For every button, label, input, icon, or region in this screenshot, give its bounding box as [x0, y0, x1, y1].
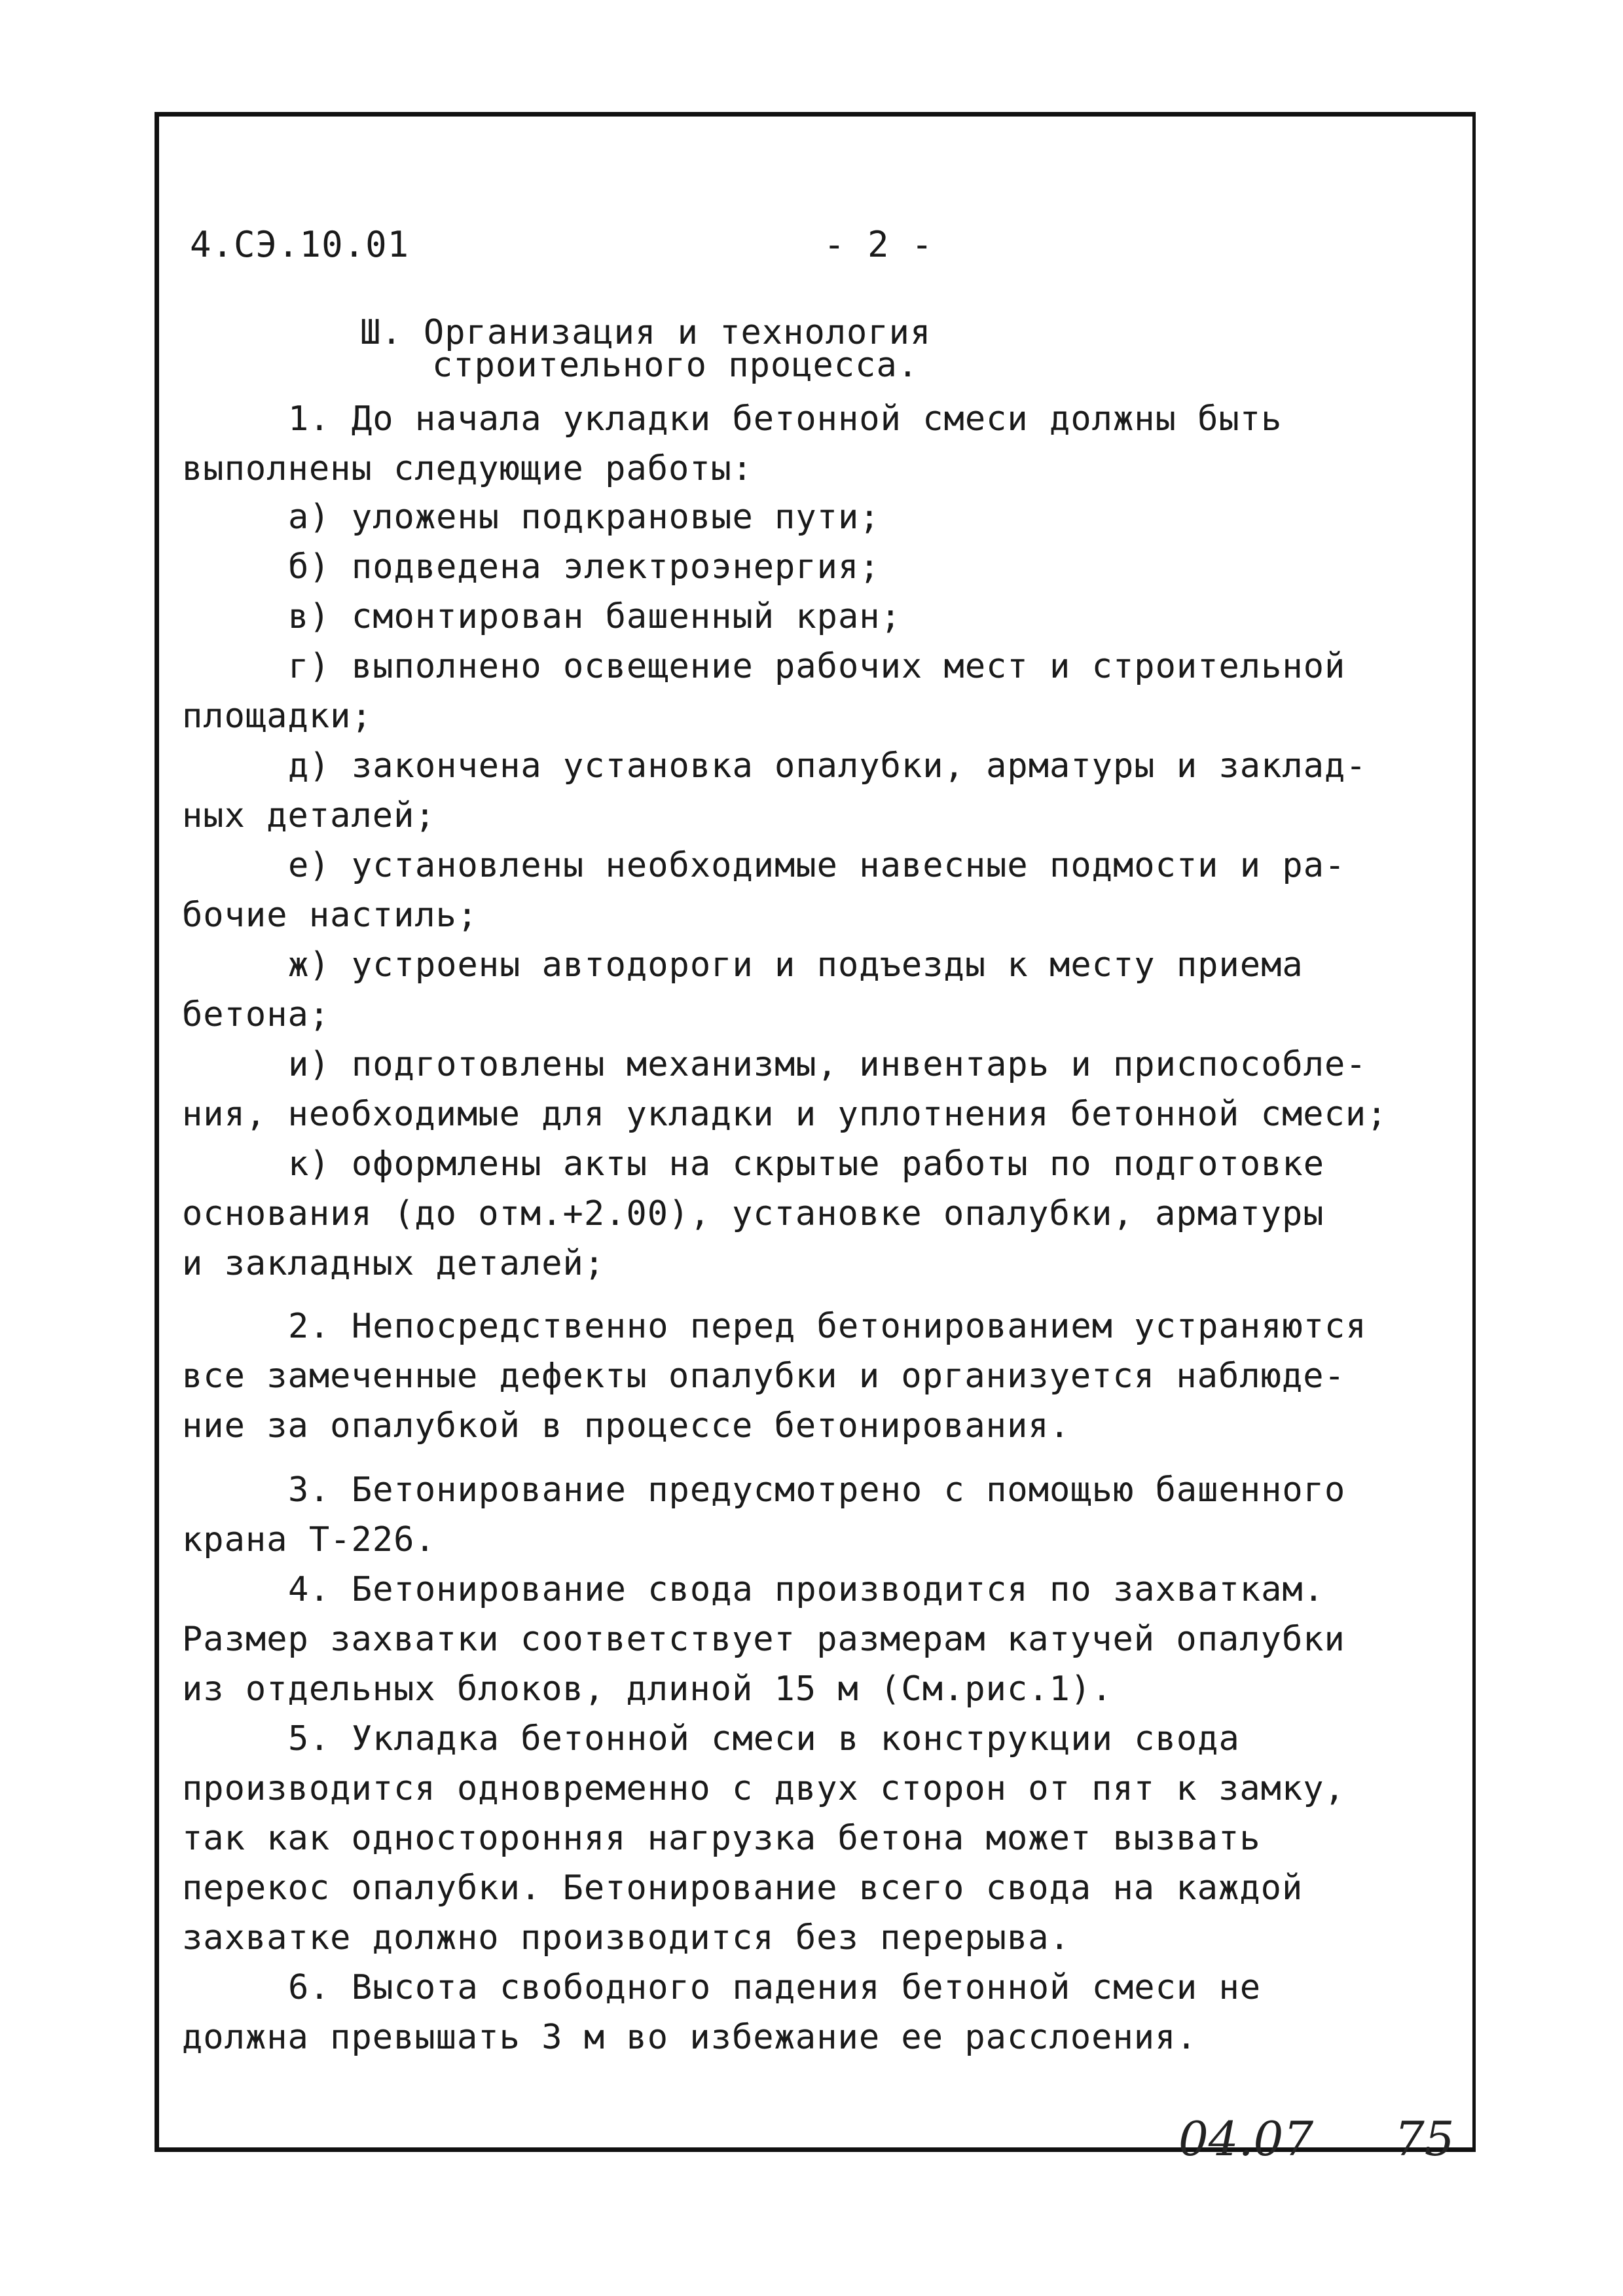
text-line: ние за опалубкой в процессе бетонирования.: [182, 1406, 1070, 1446]
text-line: 2. Непосредственно перед бетонированием устраняются: [288, 1307, 1367, 1346]
text-line: а) уложены подкрановые пути;: [288, 498, 881, 537]
text-line: ж) устроены автодороги и подъезды к месту приема: [288, 945, 1304, 985]
text-line: ния, необходимые для укладки и уплотнения бетонной смеси;: [182, 1095, 1388, 1134]
text-line: 1. До начала укладки бетонной смеси должны быть: [288, 399, 1283, 439]
text-line: Размер захватки соответствует размерам катучей опалубки: [182, 1620, 1345, 1659]
text-line: площадки;: [182, 697, 373, 736]
text-line: е) установлены необходимые навесные подмости и ра-: [288, 846, 1346, 885]
text-line: основания (до отм.+2.00), установке опалубки, арматуры: [182, 1194, 1324, 1233]
text-line: перекос опалубки. Бетонирование всего свода на каждой: [182, 1868, 1304, 1908]
text-line: и закладных деталей;: [182, 1244, 606, 1283]
text-line: бетона;: [182, 995, 331, 1034]
text-line: б) подведена электроэнергия;: [288, 547, 881, 587]
footer-handwritten-sheet: 75: [1395, 2111, 1455, 2166]
text-line: должна превышать 3 м во избежание ее расслоения.: [182, 2018, 1197, 2057]
text-line: из отдельных блоков, длиной 15 м (См.рис.1).: [182, 1669, 1113, 1709]
footer-handwritten-code: 04.07: [1178, 2111, 1314, 2166]
text-line: 5. Укладка бетонной смеси в конструкции свода: [288, 1719, 1240, 1758]
text-line: к) оформлены акты на скрытые работы по подготовке: [288, 1144, 1325, 1184]
text-line: г) выполнено освещение рабочих мест и строительной: [288, 647, 1346, 686]
text-line: захватке должно производится без перерыва.: [182, 1918, 1070, 1958]
text-line: 4. Бетонирование свода производится по захваткам.: [288, 1570, 1325, 1609]
page-number: - 2 -: [824, 224, 934, 265]
text-line: ных деталей;: [182, 796, 436, 835]
text-line: выполнены следующие работы:: [182, 449, 754, 488]
document-code: 4.СЭ.10.01: [190, 224, 410, 265]
text-line: производится одновременно с двух сторон от пят к замку,: [182, 1769, 1345, 1808]
section-title-line-1: Ш. Организация и технология: [360, 313, 932, 352]
text-line: и) подготовлены механизмы, инвентарь и приспособле-: [288, 1045, 1367, 1084]
text-line: 3. Бетонирование предусмотрено с помощью башенного: [288, 1470, 1346, 1510]
text-line: бочие настиль;: [182, 896, 479, 935]
text-line: д) закончена установка опалубки, арматуры и заклад-: [288, 746, 1367, 786]
text-line: крана Т-226.: [182, 1520, 436, 1559]
text-line: все замеченные дефекты опалубки и организуется наблюде-: [182, 1357, 1345, 1396]
section-title-line-2: строительного процесса.: [432, 346, 919, 385]
text-line: в) смонтирован башенный кран;: [288, 597, 902, 636]
text-line: так как односторонняя нагрузка бетона может вызвать: [182, 1819, 1261, 1858]
text-line: 6. Высота свободного падения бетонной смеси не: [288, 1968, 1262, 2007]
